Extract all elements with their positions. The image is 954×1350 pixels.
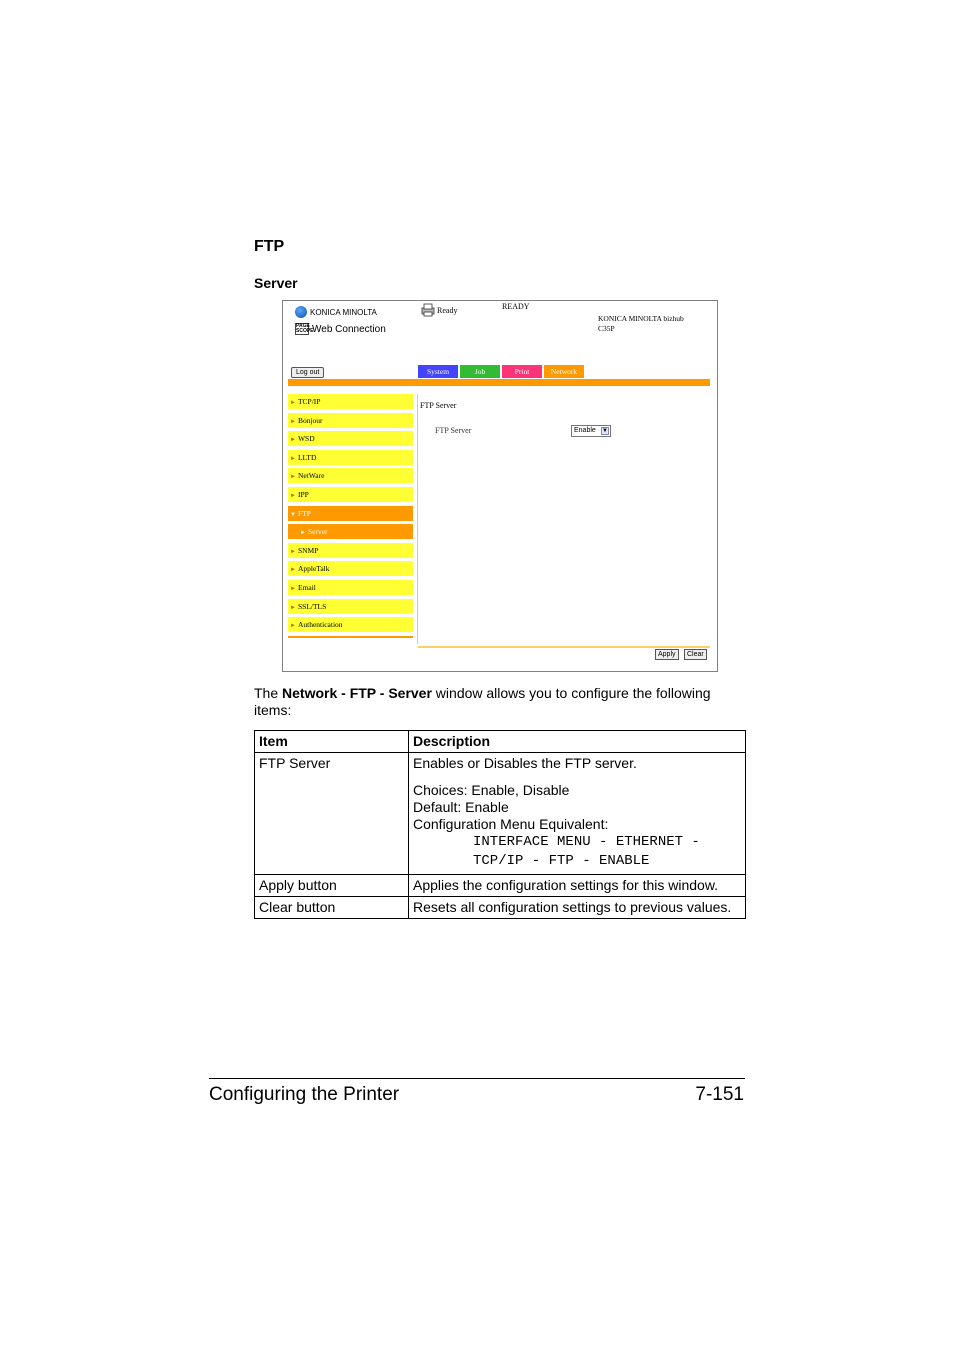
item-cell: FTP Server bbox=[255, 753, 409, 875]
apply-button[interactable]: Apply bbox=[655, 649, 679, 660]
description-cell bbox=[409, 753, 746, 875]
arrow-right-icon: ► bbox=[290, 418, 296, 425]
konica-minolta-logo bbox=[295, 306, 377, 318]
select-value: Enable bbox=[574, 427, 596, 434]
table-row bbox=[255, 875, 746, 897]
pane-title: FTP Server bbox=[420, 401, 457, 410]
sidebar-item-ftp[interactable] bbox=[288, 506, 413, 521]
table-row bbox=[255, 753, 746, 875]
printer-status: READY bbox=[502, 302, 530, 311]
printer-model bbox=[598, 314, 684, 334]
tab-job[interactable]: Job bbox=[460, 365, 500, 378]
sidebar-item-authentication[interactable] bbox=[288, 617, 413, 632]
choices-text: Choices: Enable, Disable bbox=[413, 782, 570, 798]
pagescope-logo bbox=[295, 323, 386, 335]
arrow-right-icon: ► bbox=[290, 623, 296, 630]
sidebar-item-label: LLTD bbox=[297, 452, 317, 462]
web-connection-screenshot bbox=[282, 300, 718, 672]
menu-path-line: TCP/IP - FTP - ENABLE bbox=[473, 853, 650, 869]
model-line-2: C35P bbox=[598, 324, 615, 333]
ftp-server-select[interactable] bbox=[571, 425, 611, 437]
column-header: Item bbox=[255, 731, 409, 753]
intro-bold: Network - FTP - Server bbox=[282, 685, 432, 701]
description-cell: Resets all configuration settings to previous values. bbox=[409, 897, 746, 919]
sidebar-item-netware[interactable] bbox=[288, 468, 413, 483]
table-row bbox=[255, 897, 746, 919]
menu-path-line: INTERFACE MENU - ETHERNET - bbox=[473, 834, 700, 850]
sidebar-item-label: SNMP bbox=[297, 545, 319, 555]
sidebar-item-label: Bonjour bbox=[297, 415, 323, 425]
arrow-right-icon: ► bbox=[290, 585, 296, 592]
sidebar-item-tcpip[interactable] bbox=[288, 394, 413, 409]
intro-paragraph bbox=[254, 685, 744, 719]
page-number: 7-151 bbox=[695, 1084, 744, 1105]
settings-table bbox=[254, 730, 746, 919]
pane-divider bbox=[417, 394, 418, 644]
arrow-right-icon: ► bbox=[290, 492, 296, 499]
sidebar-item-appletalk[interactable] bbox=[288, 561, 413, 576]
section-heading: FTP bbox=[254, 238, 285, 255]
arrow-right-icon: ► bbox=[290, 474, 296, 481]
config-text: Configuration Menu Equivalent: bbox=[413, 816, 609, 832]
header-divider bbox=[288, 379, 710, 386]
intro-text: The bbox=[254, 685, 283, 701]
arrow-right-icon: ► bbox=[290, 400, 296, 406]
sidebar-item-label: NetWare bbox=[297, 471, 325, 481]
sidebar-item-ssltls[interactable] bbox=[288, 599, 413, 614]
default-text: Default: Enable bbox=[413, 799, 509, 815]
sidebar-item-label: Server bbox=[307, 527, 328, 537]
sidebar-item-lltd[interactable] bbox=[288, 450, 413, 465]
arrow-right-icon: ► bbox=[290, 567, 296, 574]
sidebar-item-ipp[interactable] bbox=[288, 487, 413, 502]
sidebar-item-label: FTP bbox=[297, 508, 311, 518]
brand-name: KONICA MINOLTA bbox=[310, 307, 377, 317]
arrow-right-icon: ► bbox=[300, 530, 306, 537]
ftp-server-label: FTP Server bbox=[435, 426, 472, 435]
sidebar-item-wsd[interactable] bbox=[288, 431, 413, 446]
table-header-row bbox=[255, 731, 746, 753]
arrow-right-icon: ► bbox=[290, 604, 296, 611]
item-cell: Clear button bbox=[255, 897, 409, 919]
sidebar-item-label: SSL/TLS bbox=[297, 601, 327, 611]
chapter-title: Configuring the Printer bbox=[209, 1084, 400, 1105]
pagescope-badge: PAGE SCOPE bbox=[296, 323, 314, 334]
sidebar-item-label: Email bbox=[297, 582, 316, 592]
footer-divider bbox=[418, 646, 710, 648]
footer-rule bbox=[209, 1078, 745, 1079]
sidebar-item-email[interactable] bbox=[288, 580, 413, 595]
sidebar-item-label: WSD bbox=[297, 434, 315, 444]
printer-icon bbox=[421, 303, 435, 317]
arrow-down-icon: ▼ bbox=[290, 511, 296, 518]
sidebar-item-label: AppleTalk bbox=[297, 564, 330, 574]
sidebar-item-bonjour[interactable] bbox=[288, 413, 413, 428]
chevron-down-icon[interactable]: ▼ bbox=[602, 428, 608, 434]
sidebar-subitem-server[interactable] bbox=[288, 524, 413, 539]
subsection-heading: Server bbox=[254, 275, 298, 291]
model-line-1: KONICA MINOLTA bizhub bbox=[598, 314, 684, 323]
description-text: Enables or Disables the FTP server. bbox=[413, 755, 637, 771]
product-name: Web Connection bbox=[312, 323, 386, 335]
arrow-right-icon: ► bbox=[290, 437, 296, 444]
status-icon-label: Ready bbox=[437, 306, 458, 315]
tab-system[interactable]: System bbox=[418, 365, 458, 378]
sidebar-item-snmp[interactable] bbox=[288, 543, 413, 558]
clear-button[interactable]: Clear bbox=[684, 649, 707, 660]
tab-print[interactable]: Print bbox=[502, 365, 542, 378]
arrow-right-icon: ► bbox=[290, 455, 296, 462]
arrow-right-icon: ► bbox=[290, 548, 296, 555]
sidebar-item-label: TCP/IP bbox=[297, 397, 321, 406]
tab-network[interactable]: Network bbox=[544, 365, 584, 378]
item-cell: Apply button bbox=[255, 875, 409, 897]
globe-icon bbox=[295, 306, 307, 318]
sidebar-item-label: Authentication bbox=[297, 620, 343, 630]
logout-button[interactable]: Log out bbox=[291, 367, 324, 378]
sidebar-nav bbox=[288, 394, 413, 638]
sidebar-divider bbox=[288, 636, 413, 638]
description-cell: Applies the configuration settings for this window. bbox=[409, 875, 746, 897]
intro-text-end: window allows you to configure the following items: bbox=[254, 685, 711, 718]
column-header: Description bbox=[409, 731, 746, 753]
sidebar-item-label: IPP bbox=[297, 489, 309, 499]
